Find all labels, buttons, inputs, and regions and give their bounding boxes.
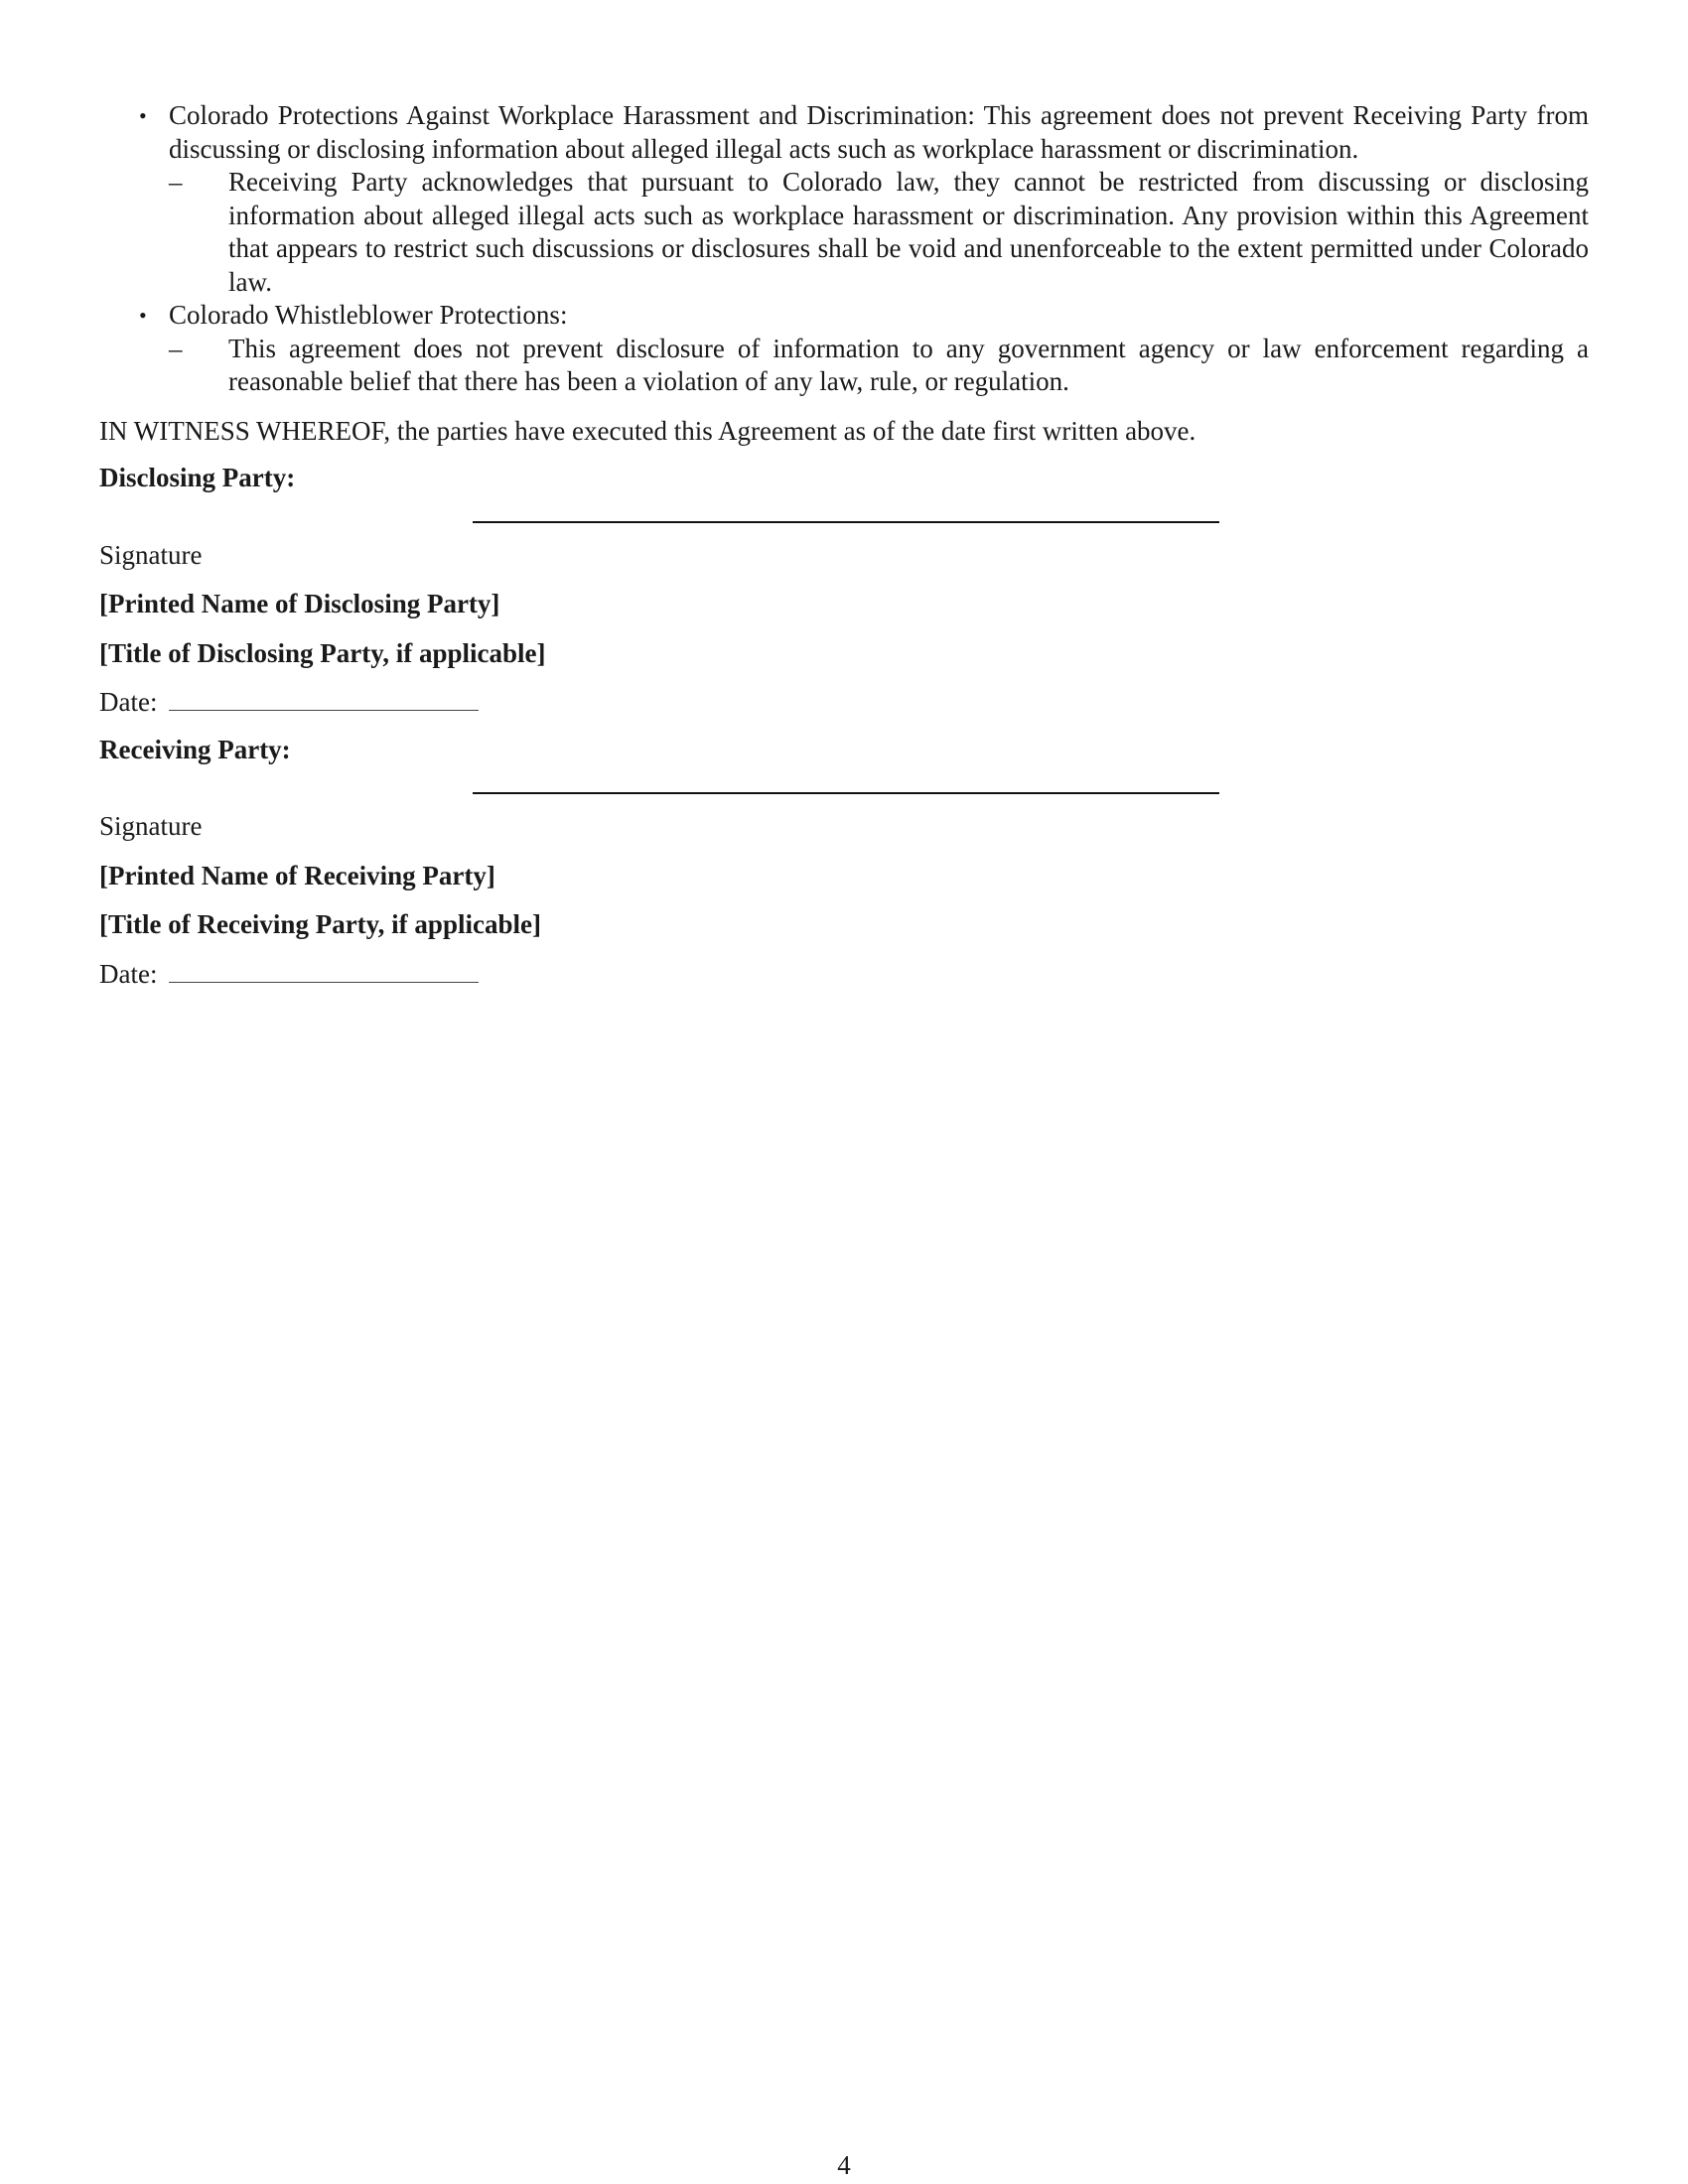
receiving-date-label: Date: — [99, 958, 158, 989]
receiving-party-signature-block — [99, 734, 1589, 992]
receiving-date-field[interactable] — [169, 958, 479, 983]
list-item-whistleblower-protection — [99, 299, 1589, 399]
receiving-party-heading: Receiving Party: — [99, 734, 291, 764]
document-page — [99, 99, 1589, 991]
disclosing-date-row — [99, 686, 1589, 720]
dash-icon: – — [169, 333, 183, 363]
whistleblower-sublist — [169, 333, 1589, 399]
disclosing-party-heading: Disclosing Party: — [99, 463, 296, 492]
harassment-sublist — [169, 166, 1589, 299]
protections-list — [99, 99, 1589, 399]
disclosing-date-field[interactable] — [169, 686, 479, 711]
receiving-signature-label: Signature — [99, 811, 203, 841]
receiving-date-row — [99, 958, 1589, 992]
list-item-harassment-protection — [99, 99, 1589, 299]
whistleblower-detail-text: This agreement does not prevent disclosure of information to any government agency or law enforcement regarding a reasonable belief that there has been a violation of any law, rule, or regulation. — [228, 333, 1589, 396]
list-item-whistleblower-detail — [169, 333, 1589, 399]
bullet-icon: • — [139, 303, 147, 328]
bullet-icon: • — [139, 103, 147, 128]
receiving-title: [Title of Receiving Party, if applicable] — [99, 909, 541, 939]
page-number: 4 — [837, 2150, 851, 2180]
witness-paragraph: IN WITNESS WHEREOF, the parties have executed this Agreement as of the date first written above. — [99, 415, 1196, 446]
disclosing-printed-name: [Printed Name of Disclosing Party] — [99, 589, 500, 618]
list-item-harassment-detail — [169, 166, 1589, 299]
harassment-detail-text: Receiving Party acknowledges that pursuant to Colorado law, they cannot be restricted from discussing or disclosing information about alleged illegal acts such as workplace harassment or discrimination. Any provision within this Agreement that appears to restrict such discussions or disclosures shall be void and unenforceable to the extent permitted under Colorado law. — [228, 167, 1589, 297]
disclosing-title: [Title of Disclosing Party, if applicable] — [99, 637, 546, 668]
harassment-protection-text: Colorado Protections Against Workplace Harassment and Discrimination: This agreement does not prevent Receiving Party from discussing or disclosing information about alleged illegal acts such as workplace harassment or discrimination. — [169, 100, 1589, 164]
disclosing-party-signature-block — [99, 462, 1589, 720]
receiving-signature-line[interactable] — [473, 766, 1219, 794]
disclosing-signature-label: Signature — [99, 539, 203, 570]
disclosing-date-label: Date: — [99, 687, 158, 717]
disclosing-signature-line[interactable] — [473, 495, 1219, 523]
receiving-printed-name: [Printed Name of Receiving Party] — [99, 860, 495, 890]
dash-icon: – — [169, 167, 183, 197]
whistleblower-protection-text: Colorado Whistleblower Protections: — [169, 300, 568, 330]
